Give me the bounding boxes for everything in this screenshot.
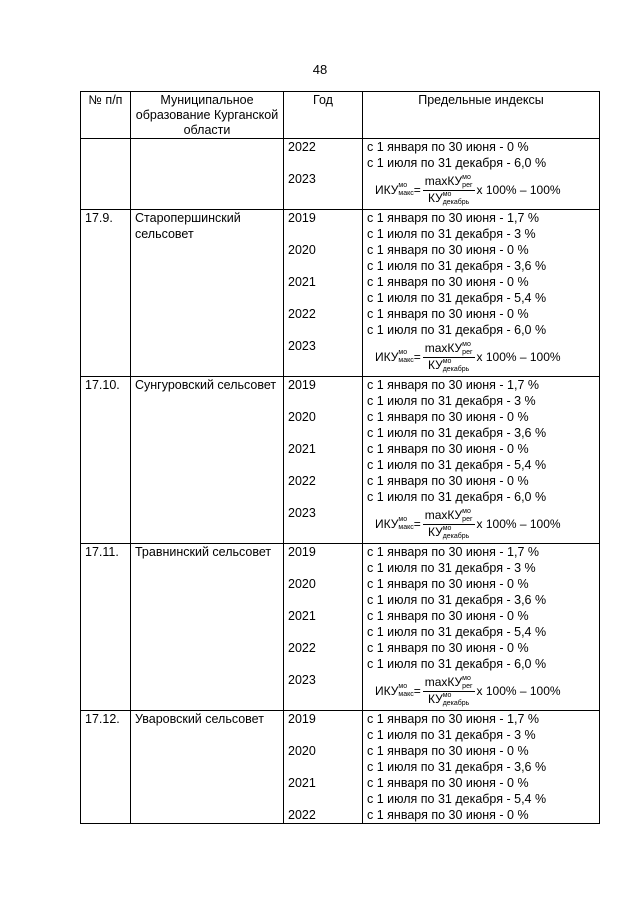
formula-lhs-indices (398, 516, 413, 532)
formula-den-indices (443, 358, 470, 374)
formula-num-sub: рег (462, 682, 473, 690)
year-value: 2019 (288, 545, 316, 559)
year-value: 2020 (288, 577, 316, 591)
tariff-index-table (80, 91, 600, 824)
index-line: с 1 января по 30 июня - 1,7 % (367, 211, 539, 225)
formula-den-sub: декабрь (442, 532, 470, 540)
formula-eq: = (413, 684, 421, 698)
year-cell (284, 544, 363, 711)
index-line: с 1 января по 30 июня - 0 % (367, 307, 529, 321)
index-formula (367, 505, 595, 543)
formula-lhs-sup: мо (398, 516, 408, 523)
index-line: с 1 января по 30 июня - 1,7 % (367, 712, 539, 726)
year-cell (284, 711, 363, 824)
formula-num-sup: мо (462, 674, 471, 682)
index-line: с 1 января по 30 июня - 0 % (367, 474, 529, 488)
index-line: с 1 июля по 31 декабря - 6,0 % (367, 156, 547, 170)
index-formula (367, 338, 595, 376)
year-value: 2021 (288, 609, 316, 623)
formula-num-main: maxКУ (424, 507, 463, 522)
municipality-name: Травнинский сельсовет (131, 544, 284, 711)
index-line: с 1 июля по 31 декабря - 5,4 % (367, 625, 547, 639)
municipality-name: Старопершинский сельсовет (131, 210, 284, 377)
formula-numerator (423, 508, 475, 525)
row-number: 17.11. (81, 544, 131, 711)
index-line: с 1 января по 30 июня - 0 % (367, 808, 529, 822)
header-year: Год (284, 92, 363, 139)
formula-denominator (426, 191, 471, 207)
indices-cell (363, 139, 600, 210)
formula-num-main: maxКУ (424, 340, 463, 355)
index-line: с 1 июля по 31 декабря - 6,0 % (367, 657, 547, 671)
formula-num-main: maxКУ (424, 674, 463, 689)
formula-num-sub: рег (462, 348, 473, 356)
formula-tail: x 100% – 100% (476, 183, 561, 197)
formula-eq: = (413, 183, 421, 197)
index-line: с 1 июля по 31 декабря - 3 % (367, 227, 536, 241)
formula-num-indices (462, 675, 472, 691)
formula-den-sup: мо (442, 190, 452, 198)
index-line: с 1 января по 30 июня - 0 % (367, 776, 529, 790)
formula-num-main: maxКУ (424, 173, 463, 188)
index-line: с 1 января по 30 июня - 1,7 % (367, 545, 539, 559)
formula-den-indices (443, 191, 470, 207)
index-line: с 1 июля по 31 декабря - 3 % (367, 561, 536, 575)
index-line: с 1 января по 30 июня - 0 % (367, 744, 529, 758)
formula-den-main: КУ (427, 190, 443, 205)
year-value: 2023 (288, 506, 316, 520)
year-value: 2021 (288, 776, 316, 790)
formula-lhs: ИКУ (375, 684, 399, 698)
formula-tail: x 100% – 100% (476, 517, 561, 531)
year-value: 2023 (288, 673, 316, 687)
year-value: 2023 (288, 172, 316, 186)
formula-numerator (423, 174, 475, 191)
formula-den-sup: мо (442, 357, 452, 365)
year-value: 2023 (288, 339, 316, 353)
header-num: № п/п (81, 92, 131, 139)
formula-numerator (423, 341, 475, 358)
index-line: с 1 июля по 31 декабря - 6,0 % (367, 490, 547, 504)
year-value: 2020 (288, 243, 316, 257)
formula-lhs-sup: мо (398, 349, 408, 356)
formula-den-indices (443, 525, 470, 541)
formula-lhs-sub: макс (398, 357, 414, 364)
formula-den-main: КУ (427, 691, 443, 706)
formula-fraction (423, 341, 475, 374)
indices-cell (363, 377, 600, 544)
indices-cell (363, 544, 600, 711)
formula-lhs-indices (398, 683, 413, 699)
index-line: с 1 июля по 31 декабря - 3,6 % (367, 593, 547, 607)
formula-den-sup: мо (442, 691, 452, 699)
formula-lhs-sub: макс (398, 524, 414, 531)
row-number: 17.9. (81, 210, 131, 377)
formula-numerator (423, 675, 475, 692)
row-number: 17.10. (81, 377, 131, 544)
formula-denominator (426, 358, 471, 374)
municipality-name: Уваровский сельсовет (131, 711, 284, 824)
table-header-row (81, 92, 600, 139)
formula-num-sub: рег (462, 181, 473, 189)
indices-cell (363, 711, 600, 824)
index-line: с 1 января по 30 июня - 0 % (367, 140, 529, 154)
indices-cell (363, 210, 600, 377)
formula-lhs-sup: мо (398, 182, 408, 189)
formula-lhs-sub: макс (398, 190, 414, 197)
formula-lhs: ИКУ (375, 350, 399, 364)
header-municipality: Муниципальное образование Курганской области (131, 92, 284, 139)
formula-num-sub: рег (462, 515, 473, 523)
formula-eq: = (413, 517, 421, 531)
table-row (81, 139, 600, 210)
formula-num-indices (462, 508, 472, 524)
formula-num-indices (462, 174, 472, 190)
formula-lhs-indices (398, 349, 413, 365)
index-line: с 1 января по 30 июня - 1,7 % (367, 378, 539, 392)
year-value: 2022 (288, 307, 316, 321)
year-value: 2022 (288, 140, 316, 154)
index-line: с 1 июля по 31 декабря - 6,0 % (367, 323, 547, 337)
index-line: с 1 июля по 31 декабря - 3 % (367, 394, 536, 408)
year-value: 2019 (288, 378, 316, 392)
index-formula (367, 672, 595, 710)
year-value: 2019 (288, 712, 316, 726)
formula-num-sup: мо (462, 173, 471, 181)
year-value: 2022 (288, 474, 316, 488)
formula-lhs-sub: макс (398, 691, 414, 698)
header-indices: Предельные индексы (363, 92, 600, 139)
formula-lhs: ИКУ (375, 517, 399, 531)
page-number: 48 (312, 62, 328, 77)
index-line: с 1 января по 30 июня - 0 % (367, 410, 529, 424)
index-formula (367, 171, 595, 209)
municipality-name: Сунгуровский сельсовет (131, 377, 284, 544)
formula-den-indices (443, 692, 470, 708)
index-line: с 1 июля по 31 декабря - 5,4 % (367, 458, 547, 472)
index-line: с 1 июля по 31 декабря - 3,6 % (367, 760, 547, 774)
formula-den-sup: мо (442, 524, 452, 532)
formula-num-sup: мо (462, 340, 471, 348)
index-line: с 1 января по 30 июня - 0 % (367, 577, 529, 591)
formula-lhs: ИКУ (375, 183, 399, 197)
formula-den-sub: декабрь (442, 699, 470, 707)
year-value: 2020 (288, 744, 316, 758)
year-value: 2021 (288, 275, 316, 289)
index-line: с 1 января по 30 июня - 0 % (367, 442, 529, 456)
year-cell (284, 210, 363, 377)
table-row (81, 544, 600, 711)
year-value: 2022 (288, 808, 316, 822)
year-value: 2019 (288, 211, 316, 225)
index-line: с 1 января по 30 июня - 0 % (367, 243, 529, 257)
year-cell (284, 377, 363, 544)
formula-tail: x 100% – 100% (476, 350, 561, 364)
index-line: с 1 января по 30 июня - 0 % (367, 609, 529, 623)
year-value: 2021 (288, 442, 316, 456)
formula-eq: = (413, 350, 421, 364)
municipality-name (131, 139, 284, 210)
formula-fraction (423, 174, 475, 207)
index-line: с 1 января по 30 июня - 0 % (367, 641, 529, 655)
index-line: с 1 июля по 31 декабря - 5,4 % (367, 291, 547, 305)
index-line: с 1 июля по 31 декабря - 3,6 % (367, 426, 547, 440)
formula-den-sub: декабрь (442, 198, 470, 206)
formula-den-sub: декабрь (442, 365, 470, 373)
formula-num-indices (462, 341, 472, 357)
row-number (81, 139, 131, 210)
table-row (81, 210, 600, 377)
year-value: 2020 (288, 410, 316, 424)
formula-den-main: КУ (427, 357, 443, 372)
year-value: 2022 (288, 641, 316, 655)
formula-fraction (423, 675, 475, 708)
index-line: с 1 июля по 31 декабря - 3 % (367, 728, 536, 742)
formula-denominator (426, 525, 471, 541)
formula-den-main: КУ (427, 524, 443, 539)
formula-tail: x 100% – 100% (476, 684, 561, 698)
formula-lhs-sup: мо (398, 683, 408, 690)
formula-lhs-indices (398, 182, 413, 198)
index-line: с 1 июля по 31 декабря - 5,4 % (367, 792, 547, 806)
formula-denominator (426, 692, 471, 708)
formula-num-sup: мо (462, 507, 471, 515)
row-number: 17.12. (81, 711, 131, 824)
formula-fraction (423, 508, 475, 541)
table-row (81, 377, 600, 544)
year-cell (284, 139, 363, 210)
table-row (81, 711, 600, 824)
index-line: с 1 июля по 31 декабря - 3,6 % (367, 259, 547, 273)
index-line: с 1 января по 30 июня - 0 % (367, 275, 529, 289)
